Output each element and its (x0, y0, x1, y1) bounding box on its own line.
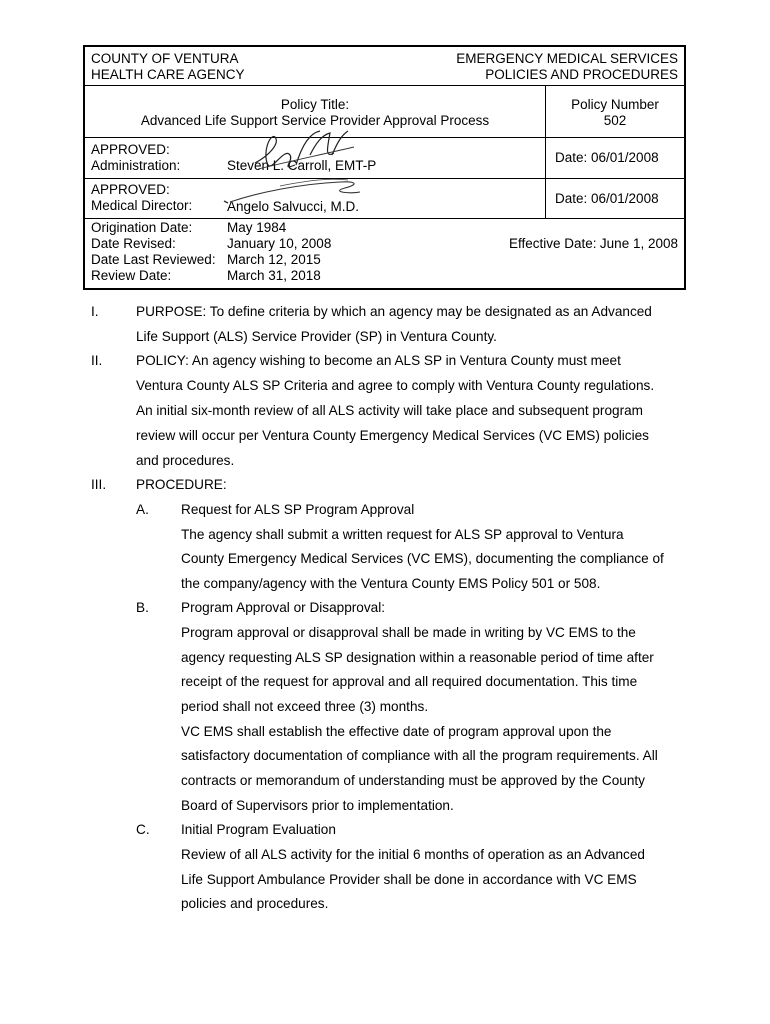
date-revised-label: Date Revised: (91, 236, 176, 251)
subsection-text: contracts or memorandum of understanding must be approved by the County (181, 773, 645, 788)
date-revised: January 10, 2008 (227, 236, 332, 251)
subsection-text: Life Support Ambulance Provider shall be done in accordance with VC EMS (181, 872, 637, 887)
policy-text: review will occur per Ventura County Emergency Medical Services (VC EMS) policies (136, 428, 649, 443)
subsection-title: Program Approval or Disapproval: (181, 600, 385, 615)
review-date-label: Review Date: (91, 268, 172, 283)
approved-label: APPROVED: (91, 182, 170, 197)
purpose-text: PURPOSE: To define criteria by which an agency may be designated as an Advanced (136, 304, 652, 319)
subsection-text: Review of all ALS activity for the initial 6 months of operation as an Advanced (181, 847, 645, 862)
subsection-text: period shall not exceed three (3) months. (181, 699, 429, 714)
subsection-title: Initial Program Evaluation (181, 822, 336, 837)
subsection-text: Board of Supervisors prior to implementation. (181, 798, 454, 813)
subsection-letter: C. (136, 822, 150, 837)
admin-name: Steven L. Carroll, EMT-P (227, 158, 377, 173)
subsection-text: agency requesting ALS SP designation within a reasonable period of time after (181, 650, 654, 665)
subsection-text: The agency shall submit a written request for ALS SP approval to Ventura (181, 527, 624, 542)
subsection-text: satisfactory documentation of compliance with all the program requirements. All (181, 748, 658, 763)
approval-admin-row (85, 138, 684, 179)
medical-director-name: Angelo Salvucci, M.D. (227, 199, 360, 214)
county-name: COUNTY OF VENTURA (91, 51, 239, 66)
effective-date-label: Effective Date: (509, 236, 597, 251)
date-last-reviewed-label: Date Last Reviewed: (91, 252, 216, 267)
dates-row (85, 219, 684, 288)
procedure-heading: PROCEDURE: (136, 477, 227, 492)
subsection-text: policies and procedures. (181, 896, 329, 911)
subsection-text: receipt of the request for approval and all required documentation. This time (181, 674, 638, 689)
policy-text: Ventura County ALS SP Criteria and agree to comply with Ventura County regulations. (136, 378, 655, 393)
policy-text: and procedures. (136, 453, 235, 468)
admin-approval-date: Date: 06/01/2008 (555, 150, 659, 165)
department-name: EMERGENCY MEDICAL SERVICES (456, 51, 678, 66)
policy-header-table (83, 45, 686, 290)
origination-date-label: Origination Date: (91, 220, 193, 235)
agency-name: HEALTH CARE AGENCY (91, 67, 245, 82)
policy-title-row (85, 86, 684, 138)
admin-label: Administration: (91, 158, 181, 173)
subsection-text: County Emergency Medical Services (VC EMS), documenting the compliance of (181, 551, 664, 566)
section-number: III. (91, 477, 107, 492)
medical-director-label: Medical Director: (91, 198, 193, 213)
policy-title-label: Policy Title: (280, 97, 350, 112)
purpose-text: Life Support (ALS) Service Provider (SP) in Ventura County. (136, 329, 497, 344)
subsection-text: the company/agency with the Ventura County EMS Policy 501 or 508. (181, 576, 601, 591)
effective-date: June 1, 2008 (599, 236, 678, 251)
document-type: POLICIES AND PROCEDURES (485, 67, 678, 82)
medical-approval-date: Date: 06/01/2008 (555, 191, 659, 206)
approved-label: APPROVED: (91, 142, 170, 157)
policy-text: An initial six-month review of all ALS activity will take place and subsequent program (136, 403, 643, 418)
subsection-text: Program approval or disapproval shall be made in writing by VC EMS to the (181, 625, 636, 640)
subsection-title: Request for ALS SP Program Approval (181, 502, 415, 517)
subsection-letter: A. (136, 502, 149, 517)
policy-number: 502 (603, 113, 627, 128)
review-date: March 31, 2018 (227, 268, 321, 283)
subsection-letter: B. (136, 600, 149, 615)
section-number: I. (91, 304, 99, 319)
subsection-text: VC EMS shall establish the effective date of program approval upon the (181, 724, 612, 739)
policy-title: Advanced Life Support Service Provider Approval Process (140, 113, 490, 128)
agency-row (85, 47, 684, 86)
policy-text: POLICY: An agency wishing to become an ALS SP in Ventura County must meet (136, 353, 621, 368)
policy-number-label: Policy Number (571, 97, 659, 112)
approval-medical-row (85, 179, 684, 219)
origination-date: May 1984 (227, 220, 287, 235)
section-number: II. (91, 353, 103, 368)
date-last-reviewed: March 12, 2015 (227, 252, 321, 267)
